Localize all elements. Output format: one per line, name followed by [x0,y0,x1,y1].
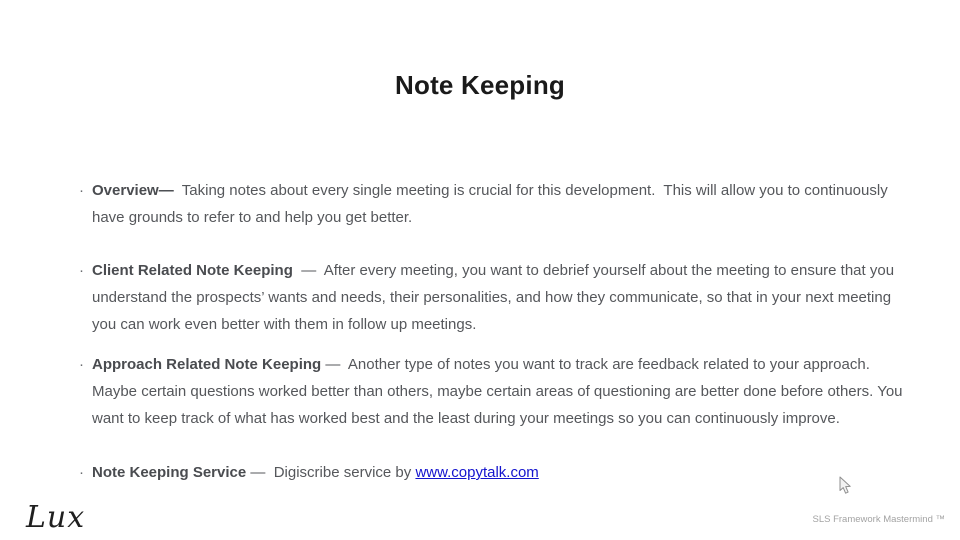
copytalk-link[interactable]: www.copytalk.com [415,464,539,481]
bullet-heading: Note Keeping Service [92,464,247,481]
trademark-text: SLS Framework Mastermind ™ [812,514,945,525]
bullet-note-keeping-service [79,459,907,486]
bullet-marker: · [79,356,84,373]
bullet-heading: Approach Related Note Keeping [92,356,322,373]
bullet-text: — After every meeting, you want to debrief yourself about the meeting to ensure that you understand the prospects’ wants and needs, their personalities, and how they communicate, so that in your next meeting you can work even better with them in follow up meetings. [92,262,899,333]
lux-logo: Lux [26,500,86,535]
bullet-text: — Another type of notes you want to track are feedback related to your approach. Maybe certain questions worked better than others, maybe certain areas of questioning are better done before others. You want to keep track of what has worked best and the least during your meetings so you can continuously improve. [92,356,907,427]
bullet-overview [79,177,907,231]
bullet-text: Taking notes about every single meeting is crucial for this development. This will allow you to continuously have grounds to refer to and help you get better. [92,182,892,226]
bullet-approach-related [79,351,907,432]
bullet-client-related [79,257,907,338]
bullet-text: — Digiscribe service by [246,464,416,481]
slide-title: Note Keeping [395,70,565,100]
bullet-marker: · [79,182,84,199]
bullet-marker: · [79,262,84,279]
bullet-marker: · [79,464,84,481]
bullet-heading: Overview— [92,182,174,199]
bullet-heading: Client Related Note Keeping [92,262,293,279]
